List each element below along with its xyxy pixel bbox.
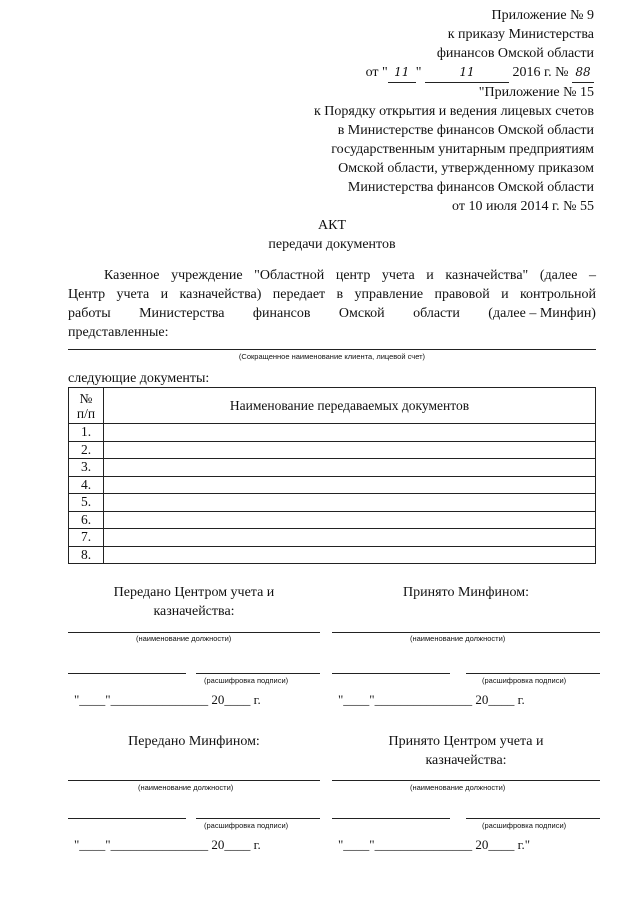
para-line-2: Центр учета и казначейства) передает в управление правовой и контрольной [68,287,596,302]
table-row: 6. [69,511,596,529]
header-name-cell: Наименование передаваемых документов [104,388,596,424]
signature-caption: (расшифровка подписи) [482,676,567,685]
table-row: 1. [69,424,596,442]
table-row: 4. [69,476,596,494]
procedure-line-3: государственным унитарным предприятиям [331,142,594,157]
body-paragraph [68,266,596,342]
document-name-cell[interactable] [104,546,596,564]
table-header-row [69,388,596,424]
document-name-cell[interactable] [104,476,596,494]
table-row: 2. [69,441,596,459]
signature-name-line-right-2[interactable] [466,818,600,819]
appendix-header [234,6,594,216]
position-caption: (наименование должности) [410,634,506,643]
position-caption: (наименование должности) [136,634,232,643]
client-name-line [68,349,596,350]
para-line-4: представленные: [68,325,169,340]
title-main: АКТ [318,218,346,233]
para-line-1: Казенное учреждение "Областной центр учета и казначейства" (далее – [104,268,596,283]
signature-caption: (расшифровка подписи) [204,821,289,830]
signature-line-left-1[interactable] [68,673,186,674]
table-row: 7. [69,529,596,547]
appendix-number: Приложение № 9 [491,8,594,23]
para-line-3: работы Министерства финансов Омской области (далее – Минфин) [68,306,596,321]
position-line-left-1[interactable] [68,632,320,633]
position-caption: (наименование должности) [138,783,234,792]
signature-caption: (расшифровка подписи) [204,676,289,685]
document-name-cell[interactable] [104,459,596,477]
table-row: 5. [69,494,596,512]
order-date-line: от " 11 " 11 2016 г. № 88 [234,63,594,83]
signature-line-right-2[interactable] [332,818,450,819]
date-line-left-1[interactable]: "____"_______________ 20____ г. [74,692,261,707]
document-name-cell[interactable] [104,494,596,512]
procedure-line-4: Омской области, утвержденному приказом [338,161,594,176]
transferred-by-minfin-title: Передано Минфином: [128,734,260,749]
order-reference: к приказу Министерства [447,27,594,42]
position-line-right-1[interactable] [332,632,600,633]
signature-caption: (расшифровка подписи) [482,821,567,830]
appendix-15: "Приложение № 15 [478,85,594,100]
order-number-handwritten: 88 [572,63,594,83]
document-title [0,216,640,254]
procedure-reference: к Порядку открытия и ведения лицевых счетов [313,104,594,119]
table-row: 3. [69,459,596,477]
transferred-by-center-title: Передано Центром учета и казначейства: [113,585,275,619]
order-day-handwritten: 11 [388,63,416,83]
table-row: 8. [69,546,596,564]
title-sub: передачи документов [268,237,396,252]
header-number-cell: № п/п [69,388,104,424]
signature-line-right-1[interactable] [332,673,450,674]
following-documents-label: следующие документы: [68,371,210,386]
client-caption: (Сокращенное наименование клиента, лицевой счет) [238,352,426,361]
accepted-by-center-title: Принято Центром учета и казначейства: [388,734,544,768]
document-name-cell[interactable] [104,424,596,442]
procedure-line-5: Министерства финансов Омской области [347,180,594,195]
signature-name-line-left-1[interactable] [196,673,320,674]
date-line-left-2[interactable]: "____"_______________ 20____ г. [74,837,261,852]
order-month-handwritten: 11 [425,63,509,83]
date-line-right-2[interactable]: "____"_______________ 20____ г." [338,837,531,852]
ministry-name: финансов Омской области [436,46,594,61]
signature-line-left-2[interactable] [68,818,186,819]
position-line-right-2[interactable] [332,780,600,781]
procedure-date: от 10 июля 2014 г. № 55 [452,199,594,214]
signature-name-line-left-2[interactable] [196,818,320,819]
document-name-cell[interactable] [104,511,596,529]
position-caption: (наименование должности) [410,783,506,792]
accepted-by-minfin-title: Принято Минфином: [403,585,529,600]
procedure-line-2: в Министерстве финансов Омской области [337,123,594,138]
documents-table [68,387,596,564]
position-line-left-2[interactable] [68,780,320,781]
document-name-cell[interactable] [104,529,596,547]
date-line-right-1[interactable]: "____"_______________ 20____ г. [338,692,525,707]
document-name-cell[interactable] [104,441,596,459]
signature-name-line-right-1[interactable] [466,673,600,674]
